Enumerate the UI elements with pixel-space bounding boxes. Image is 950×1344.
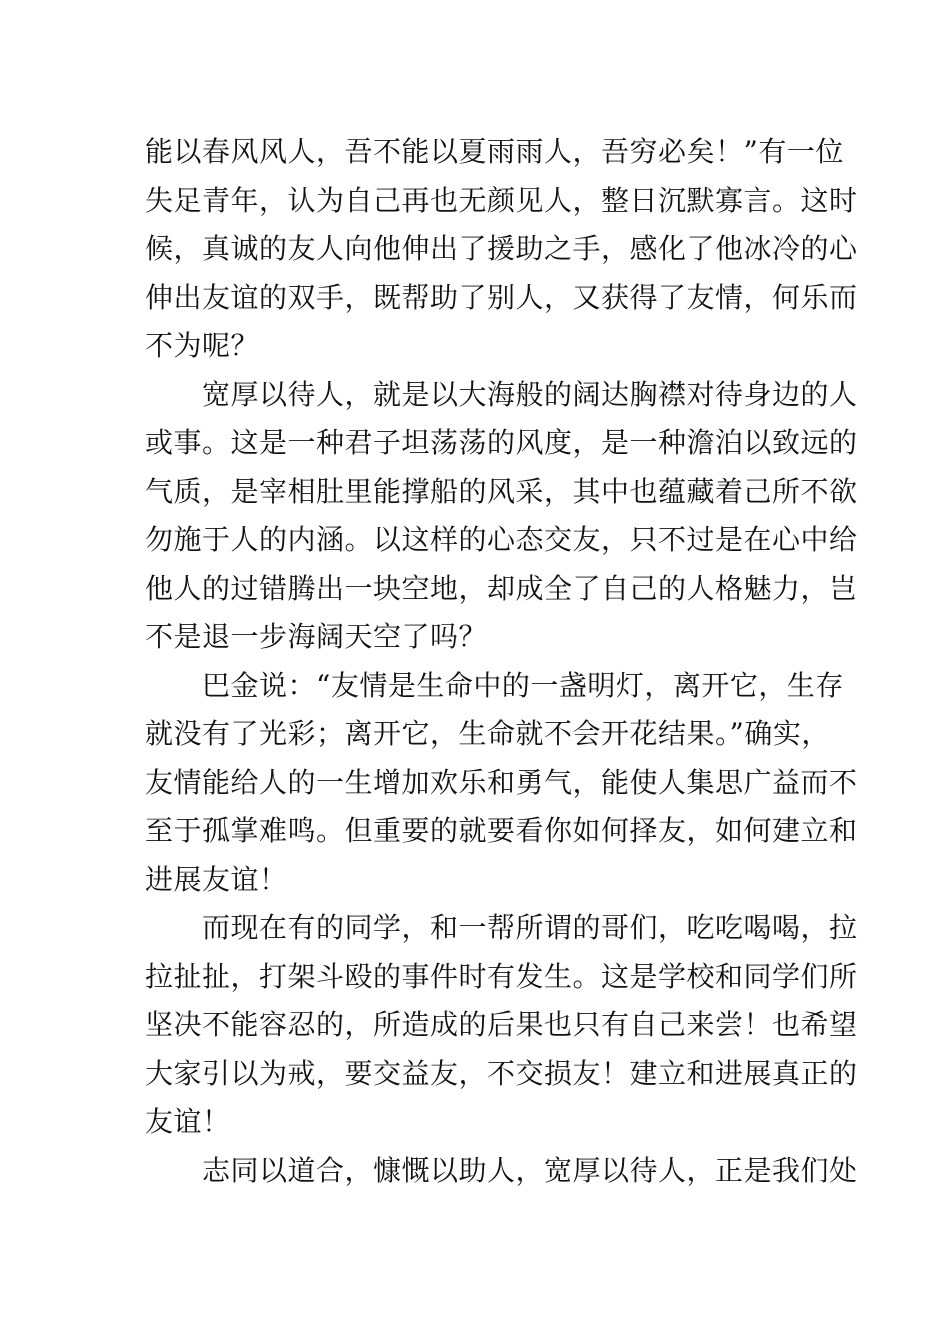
text-line: 至于孤掌难鸣。但重要的就要看你如何择友，如何建立和 — [145, 814, 858, 847]
text-line: 友情能给人的一生增加欢乐和勇气，能使人集思广益而不 — [145, 765, 858, 799]
paragraph — [145, 1147, 858, 1196]
text-line: 或事。这是一种君子坦荡荡的风度，是一种澹泊以致远的 — [145, 426, 858, 459]
text-line: 不是退一步海阔天空了吗？ — [145, 620, 488, 653]
text-line: 拉扯扯，打架斗殴的事件时有发生。这是学校和同学们所 — [145, 959, 858, 993]
text-line: 巴金说：“友情是生命中的一盏明灯，离开它，生存 — [202, 668, 844, 702]
text-line: 伸出友谊的双手，既帮助了别人，又获得了友情，何乐而 — [145, 280, 858, 314]
text-line: 气质，是宰相肚里能撑船的风采，其中也蕴藏着己所不欲 — [145, 474, 858, 508]
text-line: 而现在有的同学，和一帮所谓的哥们，吃吃喝喝，拉 — [202, 911, 858, 944]
paragraph — [145, 904, 858, 1147]
paragraph — [145, 662, 858, 905]
paragraph — [145, 128, 858, 371]
text-line: 能以春风风人，吾不能以夏雨雨人，吾穷必矣！”有一位 — [145, 135, 844, 168]
text-line: 勿施于人的内涵。以这样的心态交友，只不过是在心中给 — [145, 523, 858, 556]
paragraph — [145, 371, 858, 662]
text-line: 友谊！ — [145, 1105, 231, 1138]
text-line: 不为呢？ — [145, 329, 260, 362]
text-line: 候，真诚的友人向他伸出了援助之手，感化了他冰冷的心 — [145, 232, 858, 265]
text-line: 失足青年，认为自己再也无颜见人，整日沉默寡言。这时 — [145, 183, 858, 217]
text-line: 就没有了光彩；离开它，生命就不会开花结果。”确实， — [145, 717, 830, 750]
document-body — [145, 128, 858, 1195]
text-line: 宽厚以待人，就是以大海般的阔达胸襟对待身边的人 — [202, 377, 858, 411]
text-line: 大家引以为戒，要交益友，不交损友！建立和进展真正的 — [145, 1056, 858, 1090]
text-line: 他人的过错腾出一块空地，却成全了自己的人格魅力，岂 — [145, 571, 858, 605]
text-line: 坚决不能容忍的，所造成的后果也只有自己来尝！也希望 — [145, 1008, 858, 1041]
text-line: 志同以道合，慷慨以助人，宽厚以待人，正是我们处 — [202, 1153, 858, 1187]
text-line: 进展友谊！ — [145, 862, 288, 896]
